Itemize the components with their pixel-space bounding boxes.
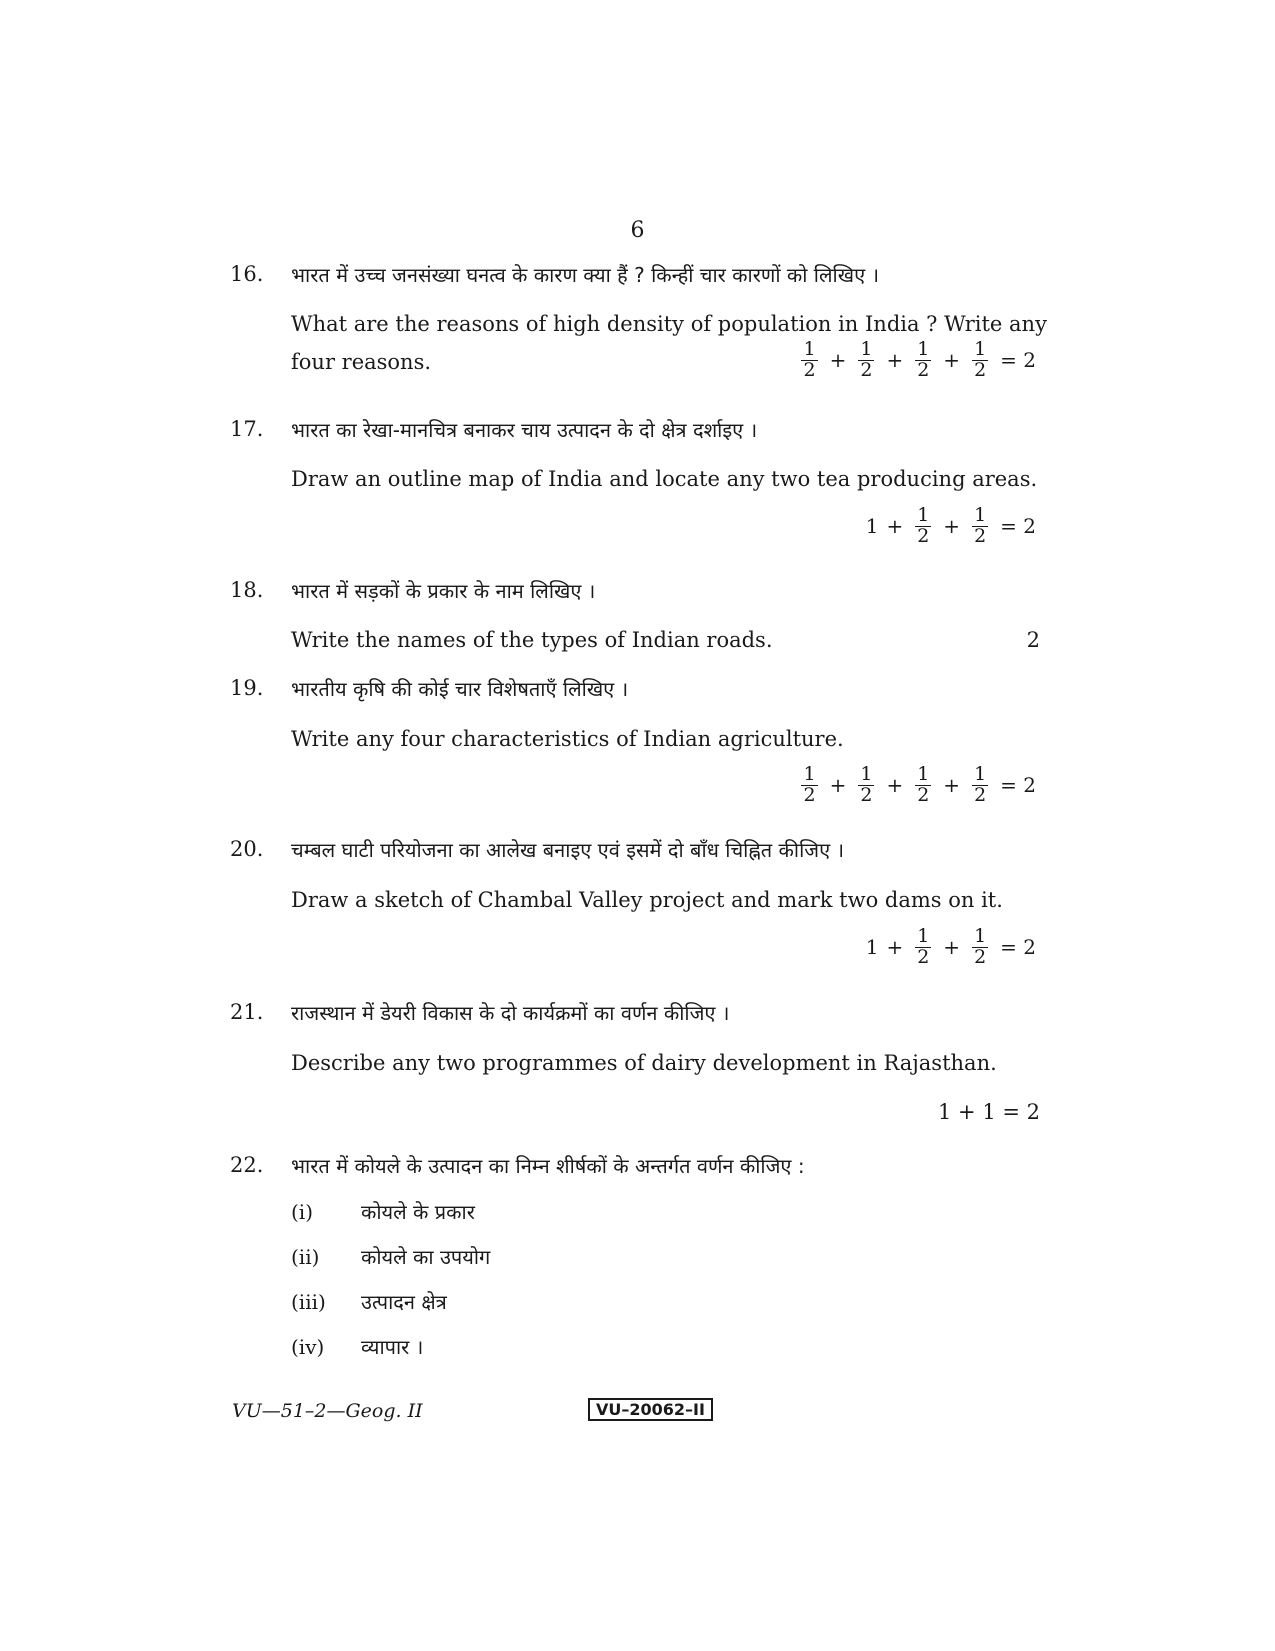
question-number: 20.: [230, 837, 264, 861]
marks: $\frac{1}{2}$ + $\frac{1}{2}$ + $\frac{1}{2}$ + $\frac{1}{2}$ = 2: [803, 763, 1036, 806]
fraction: $\frac{1}{2}$: [917, 504, 930, 547]
question-text-hindi: भारत का रेखा-मानचित्र बनाकर चाय उत्पादन के दो क्षेत्र दर्शाइए ।: [291, 418, 758, 442]
paper-code: VU—51–2—Geog. II: [232, 1400, 423, 1422]
marks: 1 + $\frac{1}{2}$ + $\frac{1}{2}$ = 2: [865, 504, 1036, 547]
fraction: $\frac{1}{2}$: [974, 338, 987, 381]
fraction: $\frac{1}{2}$: [974, 504, 987, 547]
question-number: 19.: [230, 676, 264, 700]
subitem-text: व्यापार ।: [361, 1335, 424, 1359]
question-text-english: Describe any two programmes of dairy development in Rajasthan.: [291, 1051, 997, 1075]
question-text-hindi: भारत में उच्च जनसंख्या घनत्व के कारण क्या हैं ? किन्हीं चार कारणों को लिखिए ।: [291, 263, 880, 287]
marks: $\frac{1}{2}$ + $\frac{1}{2}$ + $\frac{1}{2}$ + $\frac{1}{2}$ = 2: [803, 338, 1036, 381]
fraction: $\frac{1}{2}$: [917, 763, 930, 806]
question-text-english: Write any four characteristics of Indian agriculture.: [291, 727, 844, 751]
fraction: $\frac{1}{2}$: [860, 763, 873, 806]
question-number: 18.: [230, 578, 264, 602]
marks: 2: [1026, 628, 1040, 652]
fraction: $\frac{1}{2}$: [917, 338, 930, 381]
question-text-hindi: चम्बल घाटी परियोजना का आलेख बनाइए एवं इसमें दो बाँध चिह्नित कीजिए ।: [291, 838, 845, 862]
subitem-text: कोयले का उपयोग: [361, 1245, 491, 1269]
marks: 1 + $\frac{1}{2}$ + $\frac{1}{2}$ = 2: [865, 925, 1036, 968]
question-text-hindi: भारत में कोयले के उत्पादन का निम्न शीर्षकों के अन्तर्गत वर्णन कीजिए :: [291, 1154, 805, 1178]
question-text-english: Draw an outline map of India and locate any two tea producing areas.: [291, 467, 1038, 491]
question-text-english: Write the names of the types of Indian roads.: [291, 628, 773, 652]
marks: 1 + 1 = 2: [938, 1100, 1040, 1124]
question-text-english: What are the reasons of high density of population in India ? Write any: [291, 312, 1047, 336]
subitem-label: (iv): [291, 1335, 325, 1359]
question-number: 22.: [230, 1153, 264, 1177]
subitem-text: कोयले के प्रकार: [361, 1200, 475, 1224]
question-number: 16.: [230, 262, 264, 286]
question-text-hindi: भारत में सड़कों के प्रकार के नाम लिखिए ।: [291, 579, 596, 603]
fraction: $\frac{1}{2}$: [803, 763, 816, 806]
subitem-label: (ii): [291, 1245, 320, 1269]
subitem-label: (iii): [291, 1290, 326, 1314]
question-number: 17.: [230, 417, 264, 441]
booklet-code: VU–20062–II: [588, 1398, 713, 1421]
question-text-english: Draw a sketch of Chambal Valley project and mark two dams on it.: [291, 888, 1003, 912]
subitem-label: (i): [291, 1200, 314, 1224]
fraction: $\frac{1}{2}$: [974, 763, 987, 806]
page-number: 6: [630, 218, 645, 243]
fraction: $\frac{1}{2}$: [860, 338, 873, 381]
question-text-hindi: भारतीय कृषि की कोई चार विशेषताएँ लिखिए ।: [291, 677, 629, 701]
fraction: $\frac{1}{2}$: [803, 338, 816, 381]
subitem-text: उत्पादन क्षेत्र: [361, 1290, 447, 1314]
fraction: $\frac{1}{2}$: [917, 925, 930, 968]
question-text-english: four reasons.: [291, 350, 432, 374]
question-text-hindi: राजस्थान में डेयरी विकास के दो कार्यक्रमों का वर्णन कीजिए ।: [291, 1001, 730, 1025]
question-number: 21.: [230, 1000, 264, 1024]
fraction: $\frac{1}{2}$: [974, 925, 987, 968]
